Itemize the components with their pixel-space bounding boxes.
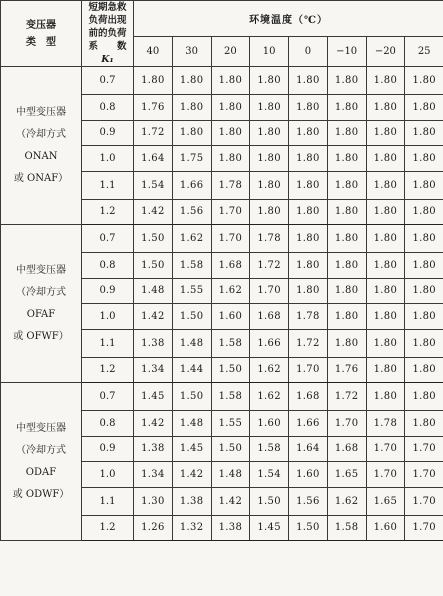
load-factor-cell: 1.70 <box>211 199 250 225</box>
load-factor-cell: 1.80 <box>405 120 443 146</box>
load-factor-cell: 1.34 <box>134 357 173 383</box>
load-factor-cell: 1.80 <box>289 253 328 279</box>
load-factor-cell: 1.58 <box>211 329 250 357</box>
k1-cell: 0.7 <box>82 67 134 95</box>
load-factor-cell: 1.80 <box>405 253 443 279</box>
load-factor-cell: 1.48 <box>172 411 211 437</box>
load-factor-cell: 1.72 <box>134 120 173 146</box>
load-factor-cell: 1.62 <box>211 278 250 304</box>
transformer-type-line: （冷却方式 <box>16 286 66 298</box>
k1-header-line2: 负荷出现 <box>88 15 127 26</box>
load-factor-cell: 1.80 <box>250 120 289 146</box>
load-factor-cell: 1.80 <box>366 304 405 330</box>
load-factor-cell: 1.66 <box>172 171 211 199</box>
k1-cell: 1.2 <box>82 515 134 541</box>
load-factor-cell: 1.38 <box>172 487 211 515</box>
temperature-header-cell: −20 <box>366 36 405 66</box>
transformer-type-line: 或 ONAF） <box>13 172 69 184</box>
load-factor-cell: 1.38 <box>134 436 173 462</box>
k1-header-line3: 前的负荷 <box>88 28 127 39</box>
load-factor-cell: 1.80 <box>250 199 289 225</box>
k1-cell: 1.1 <box>82 329 134 357</box>
load-factor-cell: 1.48 <box>211 462 250 488</box>
load-factor-cell: 1.50 <box>172 304 211 330</box>
k1-cell: 0.9 <box>82 120 134 146</box>
load-factor-cell: 1.80 <box>366 120 405 146</box>
load-factor-cell: 1.76 <box>327 357 366 383</box>
load-factor-cell: 1.80 <box>366 67 405 95</box>
load-factor-cell: 1.70 <box>405 462 443 488</box>
load-factor-cell: 1.65 <box>366 487 405 515</box>
load-factor-cell: 1.58 <box>211 383 250 411</box>
load-factor-cell: 1.80 <box>327 146 366 172</box>
temperature-header-cell: 0 <box>289 36 328 66</box>
load-factor-cell: 1.80 <box>327 278 366 304</box>
transformer-type-line: 中型变压器 <box>16 422 66 434</box>
load-factor-cell: 1.45 <box>250 515 289 541</box>
load-factor-cell: 1.80 <box>327 225 366 253</box>
k1-cell: 0.8 <box>82 253 134 279</box>
load-factor-cell: 1.65 <box>327 462 366 488</box>
load-factor-cell: 1.50 <box>134 253 173 279</box>
load-factor-cell: 1.64 <box>134 146 173 172</box>
temperature-header-cell: 30 <box>172 36 211 66</box>
load-factor-cell: 1.60 <box>289 462 328 488</box>
k1-cell: 1.2 <box>82 199 134 225</box>
temperature-header-cell: 25 <box>405 36 443 66</box>
load-factor-cell: 1.42 <box>134 199 173 225</box>
load-factor-cell: 1.72 <box>289 329 328 357</box>
load-factor-cell: 1.55 <box>172 278 211 304</box>
transformer-type-header-line2: 类 型 <box>26 36 56 48</box>
load-factor-cell: 1.68 <box>250 304 289 330</box>
load-factor-cell: 1.70 <box>366 462 405 488</box>
load-factor-cell: 1.68 <box>327 436 366 462</box>
load-factor-cell: 1.56 <box>172 199 211 225</box>
transformer-type-header-line1: 变压器 <box>26 19 56 31</box>
load-factor-cell: 1.58 <box>172 253 211 279</box>
load-factor-cell: 1.66 <box>289 411 328 437</box>
load-factor-cell: 1.80 <box>366 225 405 253</box>
load-factor-cell: 1.70 <box>250 278 289 304</box>
load-factor-cell: 1.70 <box>405 436 443 462</box>
load-factor-cell: 1.80 <box>405 199 443 225</box>
load-factor-cell: 1.80 <box>366 253 405 279</box>
load-factor-cell: 1.45 <box>134 383 173 411</box>
load-factor-cell: 1.72 <box>327 383 366 411</box>
load-factor-cell: 1.80 <box>366 199 405 225</box>
load-factor-cell: 1.62 <box>250 357 289 383</box>
load-factor-cell: 1.80 <box>289 171 328 199</box>
k1-symbol: K₁ <box>101 54 114 65</box>
k1-cell: 0.9 <box>82 278 134 304</box>
load-factor-cell: 1.80 <box>405 411 443 437</box>
load-factor-cell: 1.80 <box>405 278 443 304</box>
load-factor-cell: 1.34 <box>134 462 173 488</box>
load-factor-cell: 1.80 <box>327 95 366 121</box>
ambient-temperature-header: 环境温度（℃） <box>134 1 443 37</box>
load-factor-cell: 1.80 <box>211 67 250 95</box>
load-factor-cell: 1.60 <box>366 515 405 541</box>
load-factor-cell: 1.50 <box>211 357 250 383</box>
load-factor-cell: 1.80 <box>250 171 289 199</box>
load-factor-cell: 1.80 <box>327 253 366 279</box>
load-factor-cell: 1.72 <box>250 253 289 279</box>
load-factor-cell: 1.80 <box>366 95 405 121</box>
load-factor-cell: 1.66 <box>250 329 289 357</box>
transformer-type-line: 或 OFWF） <box>13 330 69 342</box>
k1-cell: 0.8 <box>82 95 134 121</box>
k1-header <box>82 1 134 67</box>
load-factor-cell: 1.50 <box>211 436 250 462</box>
load-factor-cell: 1.80 <box>405 171 443 199</box>
load-factor-cell: 1.80 <box>289 146 328 172</box>
transformer-type-line: OFAF <box>26 308 56 320</box>
load-factor-cell: 1.80 <box>327 304 366 330</box>
load-factor-cell: 1.80 <box>172 120 211 146</box>
load-factor-cell: 1.50 <box>172 383 211 411</box>
load-factor-cell: 1.78 <box>211 171 250 199</box>
k1-header-line1: 短期急救 <box>88 2 127 13</box>
transformer-type-cell <box>1 225 82 383</box>
load-factor-cell: 1.78 <box>289 304 328 330</box>
k1-header-line4: 系 数 <box>88 41 127 52</box>
load-factor-cell: 1.80 <box>405 95 443 121</box>
load-factor-cell: 1.80 <box>289 278 328 304</box>
load-factor-cell: 1.80 <box>405 225 443 253</box>
transformer-type-line: ONAN <box>24 150 58 162</box>
k1-cell: 1.1 <box>82 487 134 515</box>
load-factor-cell: 1.80 <box>327 171 366 199</box>
load-factor-cell: 1.80 <box>327 199 366 225</box>
load-factor-cell: 1.62 <box>327 487 366 515</box>
table-row <box>1 225 443 253</box>
load-factor-cell: 1.80 <box>172 67 211 95</box>
load-factor-cell: 1.80 <box>405 357 443 383</box>
load-factor-cell: 1.80 <box>366 383 405 411</box>
k1-cell: 0.7 <box>82 383 134 411</box>
load-factor-cell: 1.80 <box>405 383 443 411</box>
load-factor-cell: 1.80 <box>172 95 211 121</box>
load-factor-cell: 1.80 <box>405 304 443 330</box>
load-factor-cell: 1.68 <box>211 253 250 279</box>
load-factor-cell: 1.32 <box>172 515 211 541</box>
load-factor-cell: 1.62 <box>172 225 211 253</box>
load-factor-cell: 1.64 <box>289 436 328 462</box>
load-factor-cell: 1.42 <box>134 304 173 330</box>
load-factor-cell: 1.80 <box>289 199 328 225</box>
k1-cell: 1.0 <box>82 146 134 172</box>
table-row <box>1 383 443 411</box>
load-factor-cell: 1.45 <box>172 436 211 462</box>
transformer-type-cell <box>1 67 82 225</box>
transformer-type-header <box>1 1 82 67</box>
load-factor-cell: 1.54 <box>250 462 289 488</box>
load-factor-cell: 1.26 <box>134 515 173 541</box>
k1-cell: 0.9 <box>82 436 134 462</box>
load-factor-cell: 1.70 <box>327 411 366 437</box>
load-factor-cell: 1.48 <box>134 278 173 304</box>
load-factor-cell: 1.50 <box>134 225 173 253</box>
k1-cell: 0.8 <box>82 411 134 437</box>
load-factor-cell: 1.80 <box>289 225 328 253</box>
load-factor-cell: 1.80 <box>405 67 443 95</box>
load-factor-cell: 1.80 <box>405 146 443 172</box>
load-factor-cell: 1.38 <box>211 515 250 541</box>
table-body <box>1 67 443 541</box>
load-factor-cell: 1.80 <box>134 67 173 95</box>
load-factor-cell: 1.80 <box>250 95 289 121</box>
load-factor-cell: 1.55 <box>211 411 250 437</box>
k1-cell: 1.0 <box>82 462 134 488</box>
load-factor-cell: 1.75 <box>172 146 211 172</box>
load-factor-cell: 1.30 <box>134 487 173 515</box>
load-factor-cell: 1.80 <box>366 278 405 304</box>
load-factor-cell: 1.80 <box>327 329 366 357</box>
load-factor-cell: 1.70 <box>289 357 328 383</box>
table-row <box>1 67 443 95</box>
load-factor-cell: 1.80 <box>250 67 289 95</box>
load-factor-cell: 1.50 <box>289 515 328 541</box>
transformer-type-line: ODAF <box>25 466 57 478</box>
load-factor-cell: 1.60 <box>211 304 250 330</box>
load-factor-cell: 1.38 <box>134 329 173 357</box>
load-factor-cell: 1.68 <box>289 383 328 411</box>
transformer-type-line: （冷却方式 <box>16 128 66 140</box>
temperature-header-cell: 40 <box>134 36 173 66</box>
transformer-type-line: 或 ODWF） <box>12 488 70 500</box>
load-factor-cell: 1.70 <box>366 436 405 462</box>
temperature-header-cell: −10 <box>327 36 366 66</box>
temperature-header-cell: 20 <box>211 36 250 66</box>
load-factor-cell: 1.76 <box>134 95 173 121</box>
load-factor-cell: 1.80 <box>250 146 289 172</box>
load-factor-cell: 1.44 <box>172 357 211 383</box>
transformer-type-line: （冷却方式 <box>16 444 66 456</box>
load-factor-cell: 1.80 <box>327 120 366 146</box>
transformer-type-line: 中型变压器 <box>16 106 66 118</box>
load-factor-cell: 1.78 <box>366 411 405 437</box>
load-factor-cell: 1.58 <box>327 515 366 541</box>
load-factor-cell: 1.42 <box>134 411 173 437</box>
load-factor-cell: 1.42 <box>211 487 250 515</box>
load-factor-cell: 1.80 <box>289 120 328 146</box>
load-factor-cell: 1.58 <box>250 436 289 462</box>
load-factor-cell: 1.80 <box>211 120 250 146</box>
temperature-header-cell: 10 <box>250 36 289 66</box>
load-factor-cell: 1.60 <box>250 411 289 437</box>
load-factor-cell: 1.80 <box>366 329 405 357</box>
load-factor-cell: 1.48 <box>172 329 211 357</box>
load-factor-cell: 1.80 <box>289 67 328 95</box>
load-factor-cell: 1.70 <box>405 487 443 515</box>
k1-cell: 1.0 <box>82 304 134 330</box>
load-factor-cell: 1.80 <box>327 67 366 95</box>
transformer-type-line: 中型变压器 <box>16 264 66 276</box>
load-factor-cell: 1.50 <box>250 487 289 515</box>
load-factor-cell: 1.80 <box>366 357 405 383</box>
load-factor-cell: 1.70 <box>405 515 443 541</box>
load-factor-cell: 1.62 <box>250 383 289 411</box>
load-factor-cell: 1.78 <box>250 225 289 253</box>
load-factor-cell: 1.42 <box>172 462 211 488</box>
k1-cell: 1.2 <box>82 357 134 383</box>
load-factor-cell: 1.54 <box>134 171 173 199</box>
load-factor-cell: 1.80 <box>289 95 328 121</box>
load-factor-cell: 1.80 <box>405 329 443 357</box>
load-factor-cell: 1.80 <box>366 171 405 199</box>
load-factor-cell: 1.80 <box>211 95 250 121</box>
load-factor-cell: 1.80 <box>211 146 250 172</box>
k1-cell: 0.7 <box>82 225 134 253</box>
transformer-type-cell <box>1 383 82 541</box>
k1-cell: 1.1 <box>82 171 134 199</box>
load-factor-cell: 1.80 <box>366 146 405 172</box>
load-factor-cell: 1.70 <box>211 225 250 253</box>
load-factor-cell: 1.56 <box>289 487 328 515</box>
